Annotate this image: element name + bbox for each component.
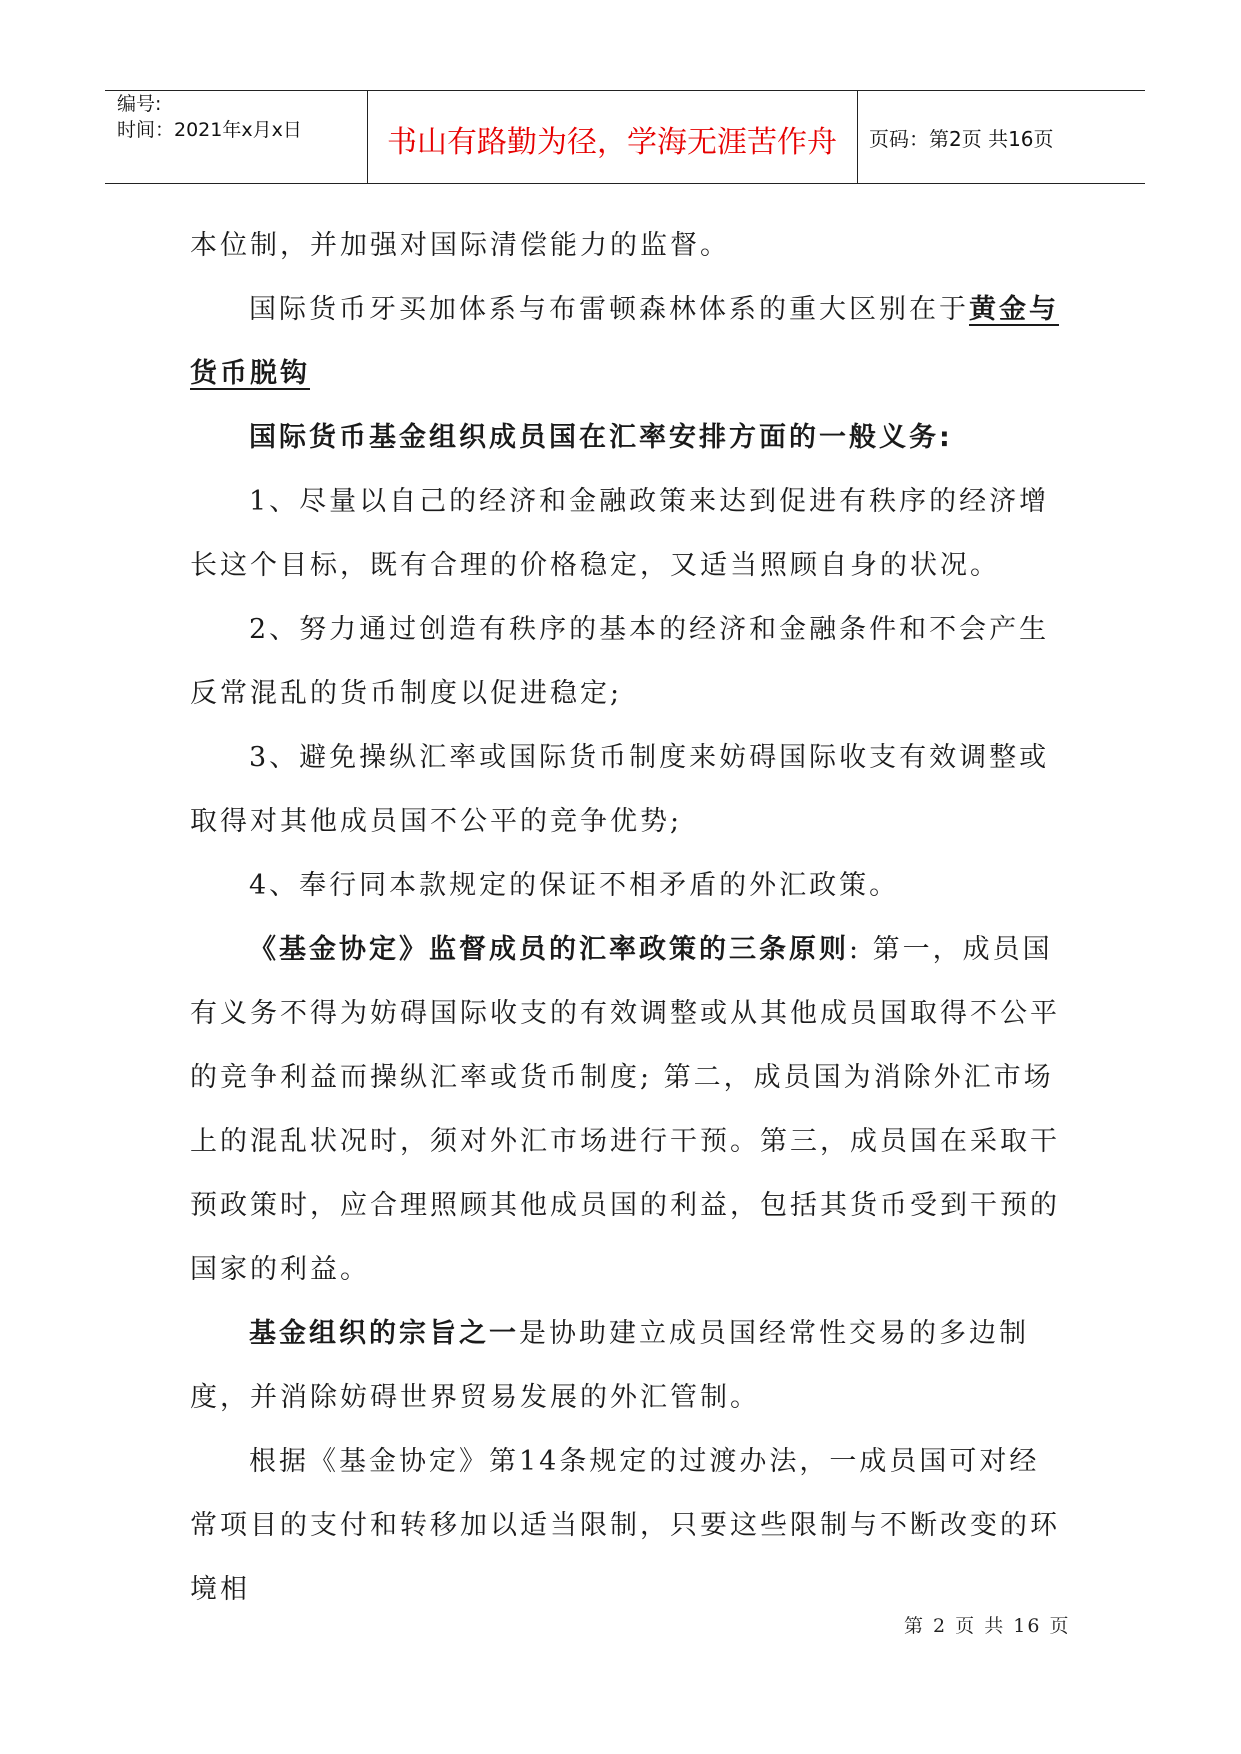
list-item: 2、努力通过创造有秩序的基本的经济和金融条件和不会产生反常混乱的货币制度以促进稳定; <box>190 614 1050 709</box>
header-motto-cell <box>367 91 858 183</box>
document-body <box>190 214 1060 1622</box>
document-number-label: 编号: <box>117 93 162 115</box>
paragraph-text: 国际货币牙买加体系与布雷顿森林体系的重大区别在于 <box>249 294 969 325</box>
header-motto: 书山有路勤为径，学海无涯苦作舟 <box>387 125 837 160</box>
paragraph <box>190 1302 1060 1430</box>
document-time-label: 时间：2021年x月x日 <box>117 119 302 141</box>
page-footer: 第 2 页 共 16 页 <box>904 1615 1071 1637</box>
list-item: 4、奉行同本款规定的保证不相矛盾的外汇政策。 <box>249 870 900 901</box>
section-heading: 国际货币基金组织成员国在汇率安排方面的一般义务: <box>249 422 953 453</box>
list-item: 3、避免操纵汇率或国际货币制度来妨碍国际收支有效调整或取得对其他成员国不公平的竞争优势; <box>190 742 1050 837</box>
header-meta-cell <box>105 91 368 183</box>
page-header <box>105 90 1145 184</box>
header-page-cell <box>857 91 1145 183</box>
bold-lead-text: 《基金协定》监督成员的汇率政策的三条原则 <box>249 934 849 965</box>
paragraph: 根据《基金协定》第14条规定的过渡办法，一成员国可对经常项目的支付和转移加以适当限制，只要这些限制与不断改变的环境相 <box>190 1446 1060 1605</box>
paragraph <box>190 278 1060 406</box>
paragraph-text: : 第一，成员国有义务不得为妨碍国际收支的有效调整或从其他成员国取得不公平的竞争利益而操纵汇率或货币制度; 第二，成员国为消除外汇市场上的混乱状况时，须对外汇市场进行干预。第三，成员国在采取干预政策时，应合理照顾其他成员国的利益，包括其货币受到干预的国家的利益。 <box>190 934 1060 1285</box>
paragraph: 本位制，并加强对国际清偿能力的监督。 <box>190 230 730 261</box>
bold-lead-text: 基金组织的宗旨之一 <box>249 1318 519 1349</box>
emphasis-text: 黄金与货币脱钩 <box>190 294 1059 389</box>
header-page-number: 页码：第2页 共16页 <box>869 127 1054 151</box>
paragraph <box>190 918 1060 1302</box>
list-item: 1、尽量以自己的经济和金融政策来达到促进有秩序的经济增长这个目标，既有合理的价格稳定，又适当照顾自身的状况。 <box>190 486 1050 581</box>
paragraph-text: 是协助建立成员国经常性交易的多边制度，并消除妨碍世界贸易发展的外汇管制。 <box>190 1318 1029 1413</box>
